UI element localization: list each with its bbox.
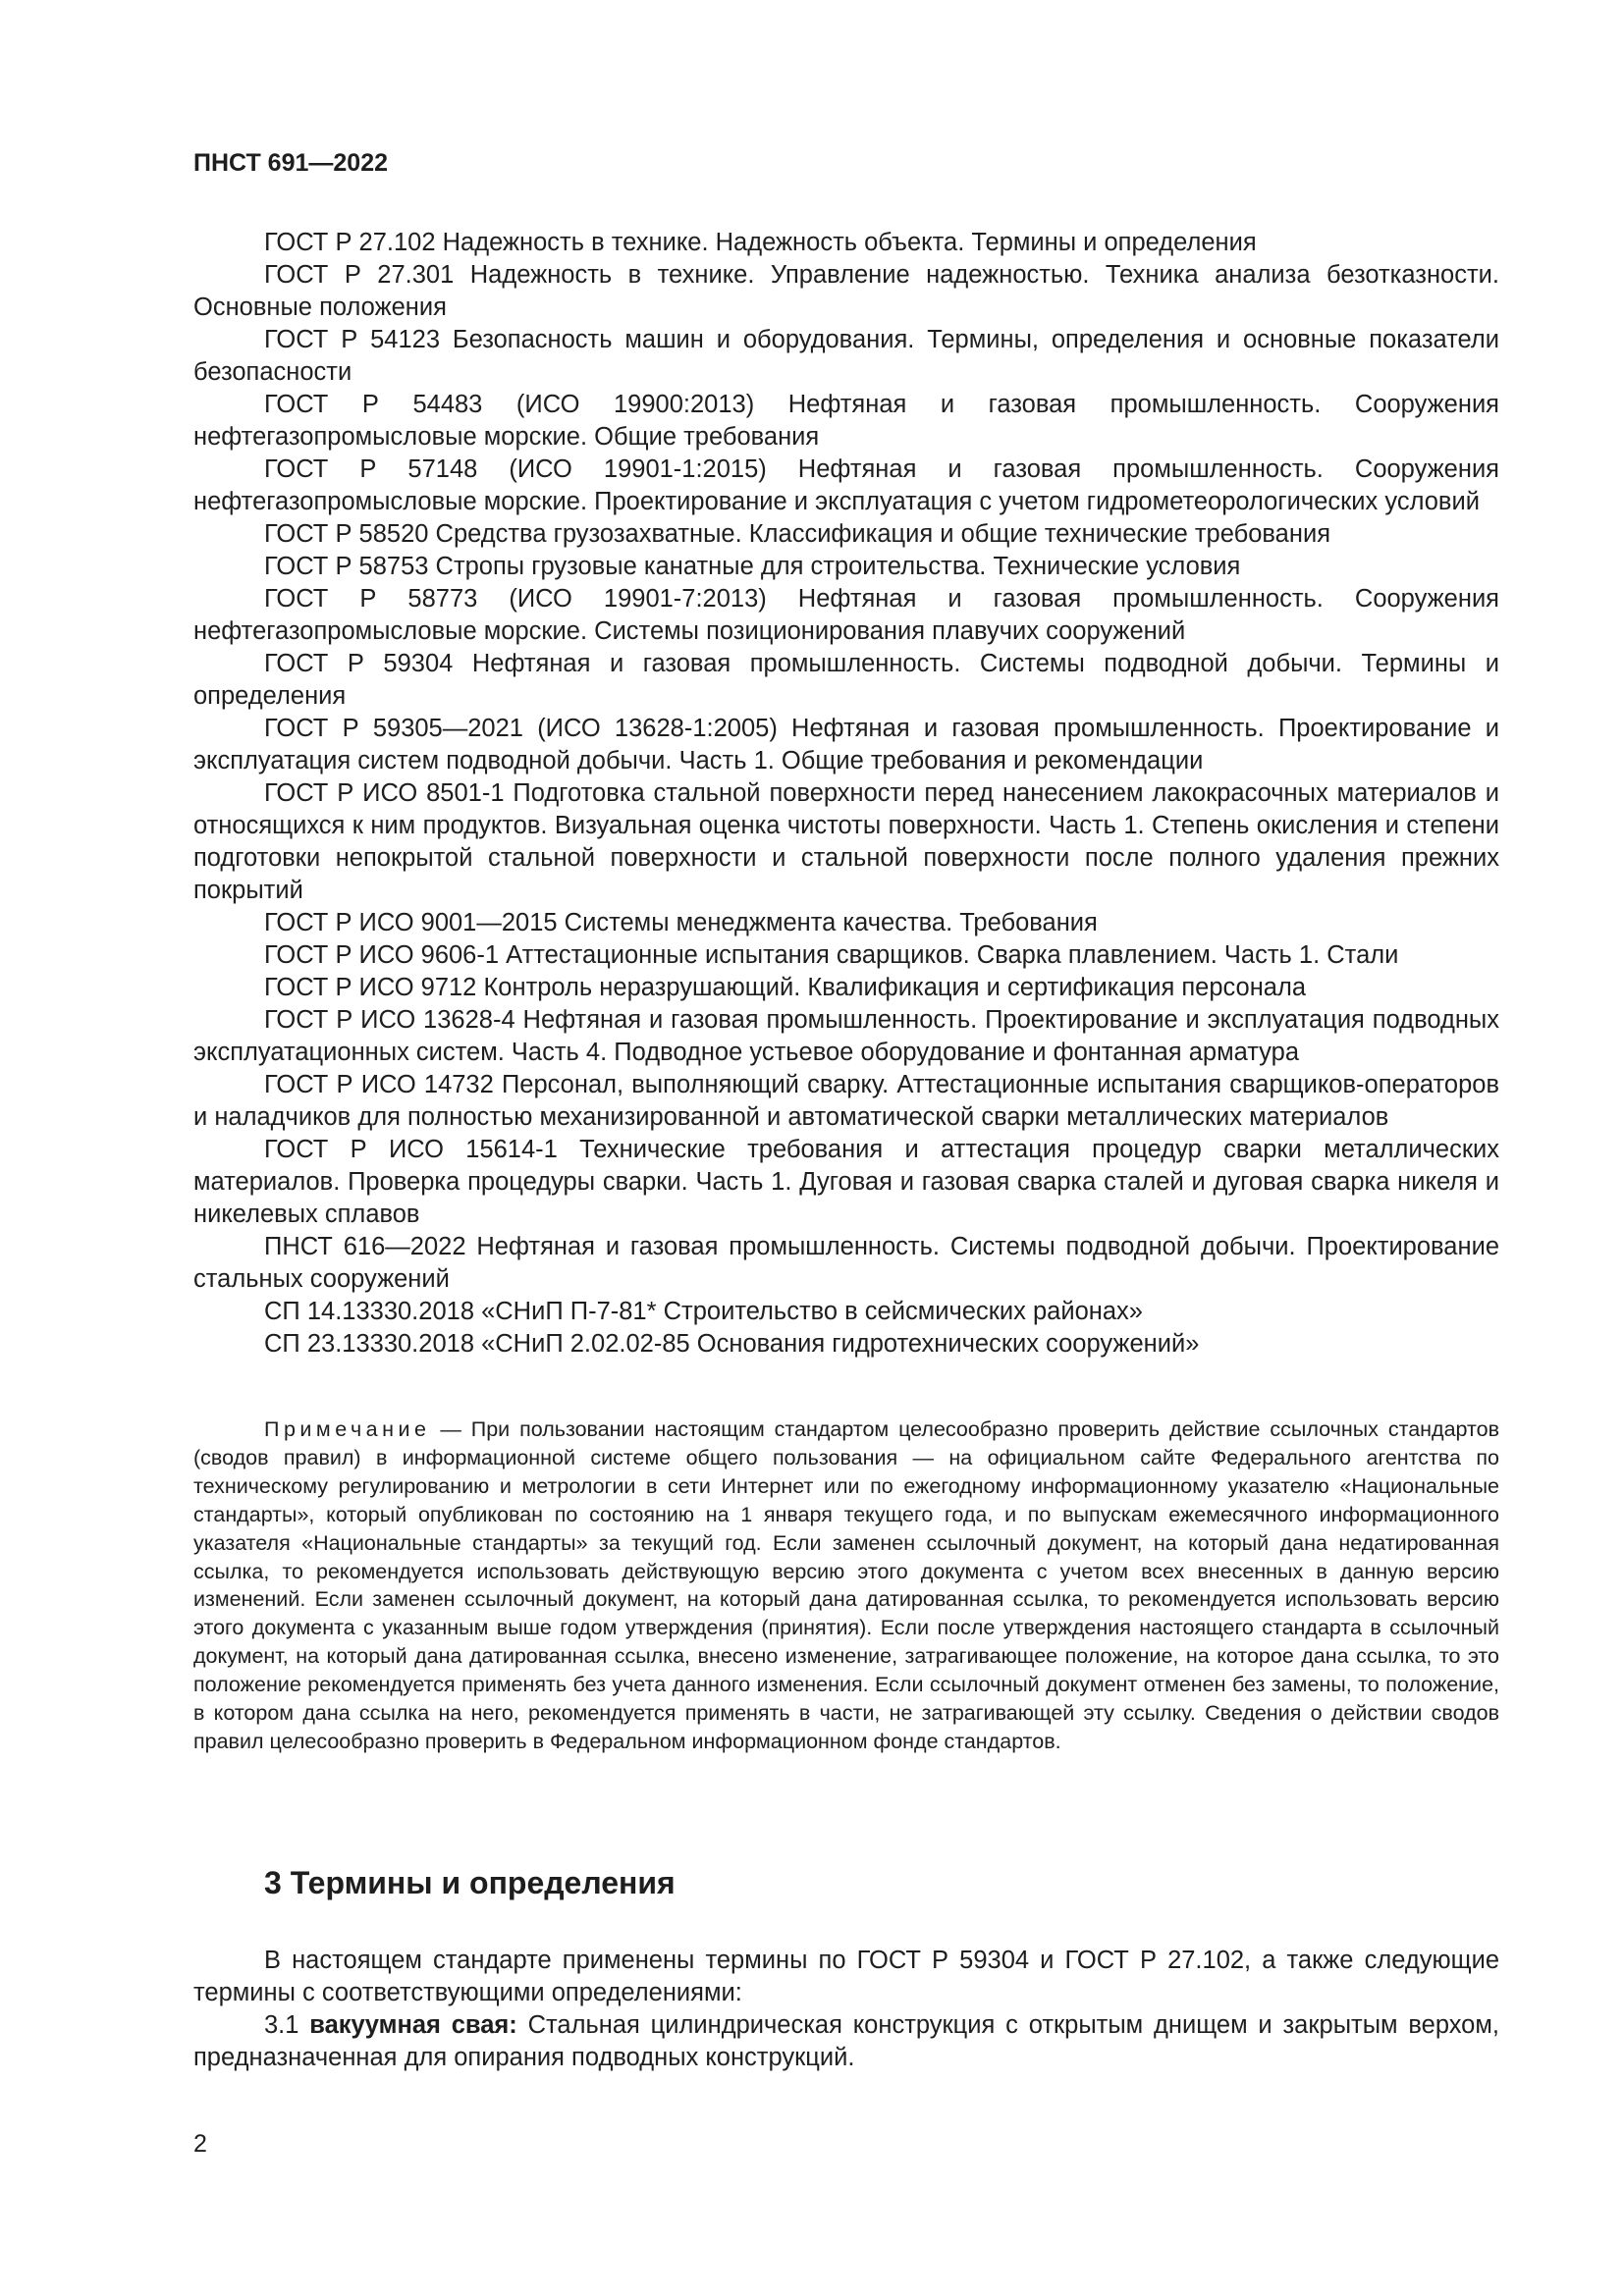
term-3-1 bbox=[193, 2009, 1499, 2074]
reference-item: ГОСТ Р ИСО 8501-1 Подготовка стальной поверхности перед нанесением лакокрасочных материалов и относящихся к ним продуктов. Визуальная оценка чистоты поверхности. Часть 1. Степень окисления и степени подготовки непокрытой стальной поверхности и стальной поверхности после полного удаления прежних покрытий bbox=[193, 779, 1499, 904]
reference-item: ГОСТ Р 58753 Стропы грузовые канатные для строительства. Технические условия bbox=[264, 553, 1241, 580]
section-3-body bbox=[193, 1945, 1499, 2074]
term-number: 3.1 bbox=[264, 2011, 299, 2039]
document-header-id: ПНСТ 691—2022 bbox=[193, 149, 388, 177]
section-3-intro: В настоящем стандарте применены термины по ГОСТ Р 59304 и ГОСТ Р 27.102, а также следующие термины с соответствующими определениями: bbox=[193, 1947, 1499, 2006]
reference-item: ГОСТ Р ИСО 9712 Контроль неразрушающий. Квалификация и сертификация персонала bbox=[264, 974, 1307, 1001]
reference-item: ГОСТ Р 54123 Безопасность машин и оборудования. Термины, определения и основные показатели безопасности bbox=[193, 326, 1499, 386]
reference-item: ГОСТ Р ИСО 9606-1 Аттестационные испытания сварщиков. Сварка плавлением. Часть 1. Стали bbox=[264, 941, 1399, 969]
reference-item: ГОСТ Р ИСО 15614-1 Технические требования и аттестация процедур сварки металлических материалов. Проверка процедуры сварки. Часть 1. Дуговая и газовая сварка сталей и дуговая сварка никеля и никелевых сплавов bbox=[193, 1136, 1499, 1228]
reference-item: ГОСТ Р 58520 Средства грузозахватные. Классификация и общие технические требования bbox=[264, 520, 1331, 548]
reference-item: ГОСТ Р 57148 (ИСО 19901-1:2015) Нефтяная и газовая промышленность. Сооружения нефтегазопромысловые морские. Проектирование и эксплуатация с учетом гидрометеорологических условий bbox=[193, 455, 1499, 515]
reference-item: ГОСТ Р 59304 Нефтяная и газовая промышленность. Системы подводной добычи. Термины и определения bbox=[193, 650, 1499, 710]
reference-item: ГОСТ Р ИСО 9001—2015 Системы менеджмента качества. Требования bbox=[264, 909, 1098, 936]
normative-references-list bbox=[193, 227, 1499, 1361]
note-label: Примечание bbox=[264, 1417, 431, 1441]
reference-item: ГОСТ Р ИСО 13628-4 Нефтяная и газовая промышленность. Проектирование и эксплуатация подводных эксплуатационных систем. Часть 4. Подводное устьевое оборудование и фонтанная арматура bbox=[193, 1006, 1499, 1066]
reference-item: ГОСТ Р 59305—2021 (ИСО 13628-1:2005) Нефтяная и газовая промышленность. Проектирование и эксплуатация систем подводной добычи. Часть 1. Общие требования и рекомендации bbox=[193, 715, 1499, 774]
reference-item: СП 23.13330.2018 «СНиП 2.02.02-85 Основания гидротехнических сооружений» bbox=[264, 1330, 1200, 1358]
page-number: 2 bbox=[193, 2130, 207, 2158]
reference-item: ГОСТ Р 58773 (ИСО 19901-7:2013) Нефтяная и газовая промышленность. Сооружения нефтегазопромысловые морские. Системы позиционирования плавучих сооружений bbox=[193, 585, 1499, 645]
reference-item: ГОСТ Р ИСО 14732 Персонал, выполняющий сварку. Аттестационные испытания сварщиков-операторов и наладчиков для полностью механизированной и автоматической сварки металлических материалов bbox=[193, 1071, 1499, 1131]
term-name: вакуумная свая: bbox=[309, 2011, 517, 2039]
note-text: — При пользовании настоящим стандартом целесообразно проверить действие ссылочных стандартов (сводов правил) в информационной системе общего пользования — на официальном сайте Федерального агентства по техническому регулированию и метрологии в сети Интернет или по ежегодному информационному указателю «Национальные стандарты», который опубликован по состоянию на 1 января текущего года, и по выпускам ежемесячного информационного указателя «Национальные стандарты» за текущий год. Если заменен ссылочный документ, на который дана недатированная ссылка, то рекомендуется использовать действующую версию этого документа с учетом всех внесенных в данную версию изменений. Если заменен ссылочный документ, на который дана датированная ссылка, то рекомендуется использовать версию этого документа с указанным выше годом утверждения (принятия). Если после утверждения настоящего стандарта в ссылочный документ, на который дана датированная ссылка, внесено изменение, затрагивающее положение, на которое дана ссылка, то это положение рекомендуется применять без учета данного изменения. Если ссылочный документ отменен без замены, то положение, в котором дана ссылка на него, рекомендуется применять в части, не затрагивающей эту ссылку. Сведения о действии сводов правил целесообразно проверить в Федеральном информационном фонде стандартов. bbox=[193, 1417, 1499, 1753]
reference-item: СП 14.13330.2018 «СНиП П-7-81* Строительство в сейсмических районах» bbox=[264, 1298, 1143, 1325]
reference-item: ПНСТ 616—2022 Нефтяная и газовая промышленность. Системы подводной добычи. Проектирование стальных сооружений bbox=[193, 1233, 1499, 1293]
term-definition: Стальная цилиндрическая конструкция с открытым днищем и закрытым верхом, предназначенная для опирания подводных конструкций. bbox=[193, 2011, 1499, 2071]
reference-item: ГОСТ Р 27.301 Надежность в технике. Управление надежностью. Техника анализа безотказности. Основные положения bbox=[193, 261, 1499, 321]
reference-item: ГОСТ Р 27.102 Надежность в технике. Надежность объекта. Термины и определения bbox=[264, 229, 1257, 256]
references-note bbox=[193, 1415, 1499, 1756]
section-3-heading: 3 Термины и определения bbox=[264, 1865, 676, 1900]
reference-item: ГОСТ Р 54483 (ИСО 19900:2013) Нефтяная и газовая промышленность. Сооружения нефтегазопромысловые морские. Общие требования bbox=[193, 391, 1499, 451]
